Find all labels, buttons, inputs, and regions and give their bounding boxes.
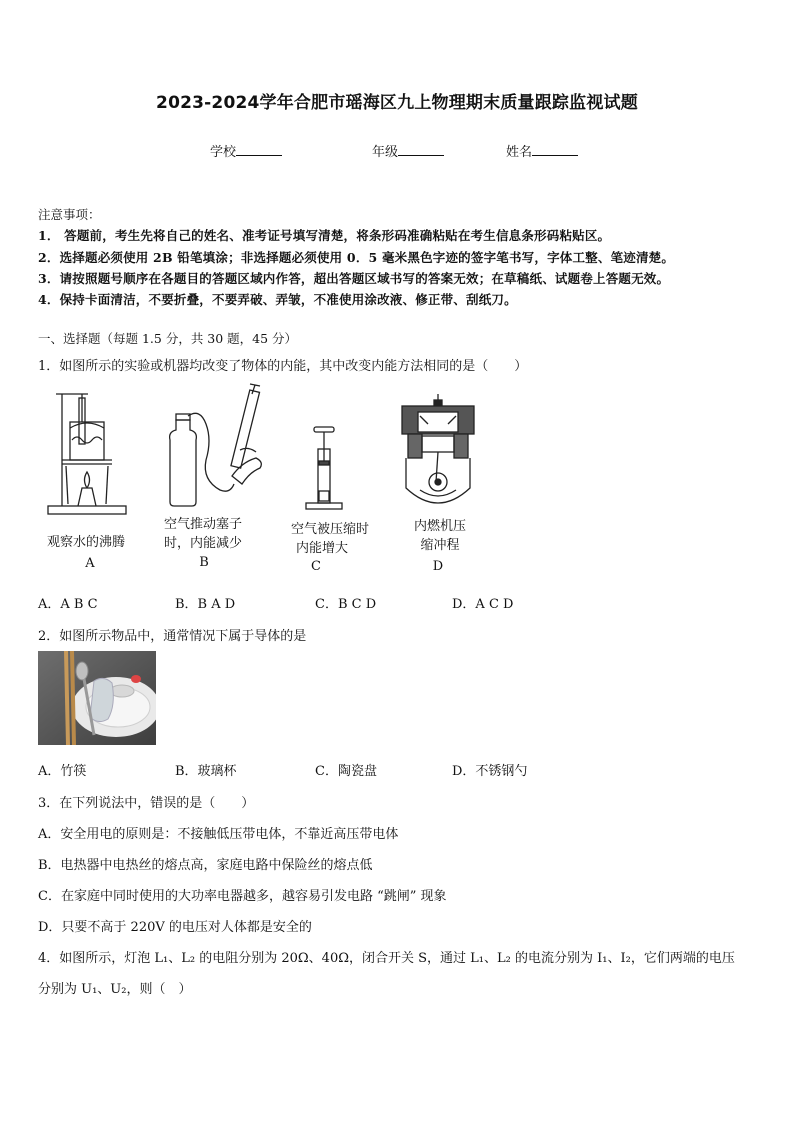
engine-figure (398, 392, 478, 514)
figure-c-letter: C (311, 559, 321, 574)
note-item: 4．保持卡面清洁，不要折叠，不要弄破、弄皱，不准使用涂改液、修正带、刮纸刀。 (38, 292, 517, 307)
question-3-stem: 3．在下列说法中，错误的是（ ） (38, 796, 255, 811)
boiling-water-figure (42, 388, 132, 520)
air-compression-figure (300, 425, 350, 515)
school-blank (236, 143, 282, 156)
figure-c-caption-2: 内能增大 (295, 541, 348, 556)
school-label: 学校 (210, 145, 237, 160)
figure-c-caption-1: 空气被压缩时 (290, 522, 369, 537)
name-blank (532, 143, 578, 156)
q2-option-d[interactable]: D．不锈钢勺 (452, 764, 528, 779)
notes-heading: 注意事项： (38, 207, 101, 222)
q2-option-c[interactable]: C．陶瓷盘 (315, 764, 377, 779)
q1-option-b[interactable]: B．B A D (175, 597, 236, 612)
q2-option-b[interactable]: B．玻璃杯 (175, 764, 237, 779)
school-field (210, 141, 282, 160)
q3-option-a[interactable]: A．安全用电的原则是：不接触低压带电体，不靠近高压带电体 (38, 827, 399, 842)
section-heading: 一、选择题（每题 1.5 分，共 30 题，45 分） (38, 331, 298, 346)
grade-field (372, 141, 444, 160)
figure-a-caption: 观察水的沸腾 (46, 535, 125, 550)
q3-option-c[interactable]: C．在家庭中同时使用的大功率电器越多，越容易引发电路 “跳闸” 现象 (38, 889, 447, 904)
exam-title: 2023-2024学年合肥市瑶海区九上物理期末质量跟踪监视试题 (156, 93, 638, 113)
figure-b-caption-1: 空气推动塞子 (163, 517, 242, 532)
question-4-line-1: 4．如图所示，灯泡 L₁、L₂ 的电阻分别为 20Ω、40Ω，闭合开关 S，通过 L₁、L₂ 的电流分别为 I₁、I₂，它们两端的电压 (38, 951, 735, 966)
figure-b-letter: B (199, 555, 209, 570)
question-1-stem: 1．如图所示的实验或机器均改变了物体的内能，其中改变内能方法相同的是（ ） (38, 359, 528, 374)
note-item: 3．请按照题号顺序在各题目的答题区域内作答，超出答题区域书写的答案无效；在草稿纸、试题卷上答题无效。 (38, 271, 670, 286)
q1-option-a[interactable]: A．A B C (38, 597, 98, 612)
tableware-photo (38, 651, 156, 745)
question-4-line-2: 分别为 U₁、U₂，则（ ） (38, 982, 192, 997)
q3-option-b[interactable]: B．电热器中电热丝的熔点高，家庭电路中保险丝的熔点低 (38, 858, 373, 873)
q1-option-d[interactable]: D．A C D (452, 597, 514, 612)
q1-option-c[interactable]: C．B C D (315, 597, 377, 612)
q2-option-a[interactable]: A．竹筷 (38, 764, 87, 779)
name-field (506, 141, 578, 160)
name-label: 姓名 (506, 145, 533, 160)
note-item: 1． 答题前，考生先将自己的姓名、准考证号填写清楚，将条形码准确粘贴在考生信息条形码粘贴区。 (38, 228, 611, 243)
figure-d-caption-1: 内燃机压 (413, 519, 466, 534)
grade-blank (398, 143, 444, 156)
grade-label: 年级 (372, 145, 399, 160)
question-2-stem: 2．如图所示物品中，通常情况下属于导体的是 (38, 629, 307, 644)
q3-option-d[interactable]: D．只要不高于 220V 的电压对人体都是安全的 (38, 920, 312, 935)
note-item: 2．选择题必须使用 2B 铅笔填涂；非选择题必须使用 0．5 毫米黑色字迹的签字笔书写，字体工整、笔迹清楚。 (38, 250, 675, 265)
bottle-pump-figure (160, 380, 272, 510)
figure-b-caption-2: 时，内能减少 (163, 536, 242, 551)
figure-d-letter: D (432, 559, 444, 574)
figure-a-letter: A (85, 556, 95, 571)
figure-d-caption-2: 缩冲程 (420, 538, 460, 553)
